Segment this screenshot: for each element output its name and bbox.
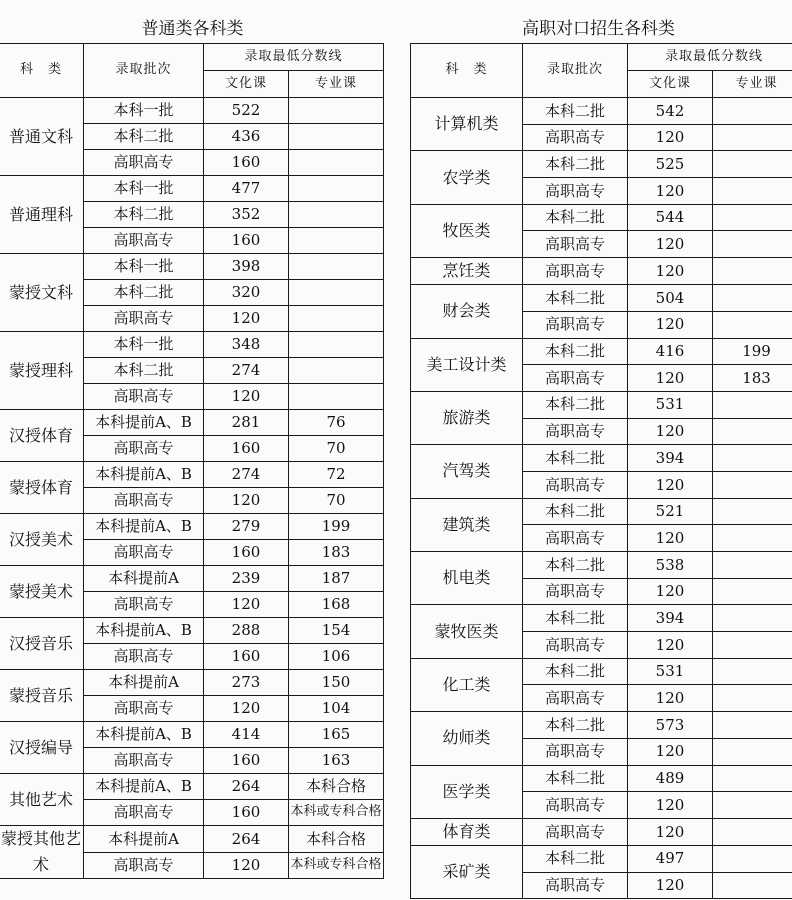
- batch-cell: 高职高专: [523, 124, 628, 151]
- major-score-cell: [713, 445, 792, 472]
- major-score-cell: [713, 552, 792, 579]
- category-cell: 烹饪类: [411, 258, 523, 285]
- batch-cell: 高职高专: [84, 852, 204, 879]
- category-cell: 汉授体育: [0, 410, 84, 462]
- batch-cell: 本科二批: [84, 124, 204, 150]
- category-cell: 旅游类: [411, 391, 523, 444]
- culture-score-cell: 538: [628, 552, 713, 579]
- culture-score-cell: 120: [628, 365, 713, 392]
- category-cell: 其他艺术: [0, 774, 84, 826]
- batch-cell: 本科一批: [84, 254, 204, 280]
- header-min-score: 录取最低分数线: [204, 44, 384, 71]
- culture-score-cell: 120: [628, 418, 713, 445]
- culture-score-cell: 120: [628, 685, 713, 712]
- culture-score-cell: 120: [628, 632, 713, 659]
- table-row: [411, 258, 792, 285]
- category-cell: 蒙授体育: [0, 462, 84, 514]
- table-row: [411, 712, 792, 739]
- culture-score-cell: 531: [628, 658, 713, 685]
- major-score-cell: [713, 151, 792, 178]
- culture-score-cell: 274: [204, 462, 289, 488]
- culture-score-cell: 264: [204, 826, 289, 853]
- culture-score-cell: 160: [204, 228, 289, 254]
- major-score-cell: [289, 98, 384, 124]
- header-batch: 录取批次: [84, 44, 204, 98]
- batch-cell: 本科二批: [523, 712, 628, 739]
- category-cell: 普通理科: [0, 176, 84, 254]
- culture-score-cell: 274: [204, 358, 289, 384]
- batch-cell: 高职高专: [84, 150, 204, 176]
- vocational-category-table: [410, 43, 792, 899]
- table-row: [0, 722, 384, 748]
- header-major: 专业课: [713, 71, 792, 98]
- culture-score-cell: 120: [628, 872, 713, 899]
- culture-score-cell: 436: [204, 124, 289, 150]
- major-score-cell: [713, 258, 792, 285]
- category-cell: 蒙授文科: [0, 254, 84, 332]
- culture-score-cell: 573: [628, 712, 713, 739]
- batch-cell: 本科二批: [523, 98, 628, 125]
- batch-cell: 高职高专: [84, 592, 204, 618]
- culture-score-cell: 348: [204, 332, 289, 358]
- table-row: [411, 338, 792, 365]
- batch-cell: 本科提前A: [84, 670, 204, 696]
- table-row: [0, 332, 384, 358]
- category-cell: 财会类: [411, 285, 523, 338]
- category-cell: 蒙授理科: [0, 332, 84, 410]
- major-score-cell: 70: [289, 488, 384, 514]
- batch-cell: 本科提前A、B: [84, 514, 204, 540]
- table-row: [0, 618, 384, 644]
- major-score-cell: [713, 738, 792, 765]
- culture-score-cell: 120: [628, 258, 713, 285]
- table-row: [411, 151, 792, 178]
- major-score-cell: 72: [289, 462, 384, 488]
- batch-cell: 本科提前A: [84, 566, 204, 592]
- major-score-cell: [289, 384, 384, 410]
- batch-cell: 本科二批: [523, 204, 628, 231]
- batch-cell: 本科提前A、B: [84, 722, 204, 748]
- major-score-cell: [713, 605, 792, 632]
- batch-cell: 高职高专: [84, 306, 204, 332]
- major-score-cell: [713, 285, 792, 312]
- category-cell: 农学类: [411, 151, 523, 204]
- table-row: [411, 605, 792, 632]
- batch-cell: 高职高专: [523, 178, 628, 205]
- category-cell: 蒙牧医类: [411, 605, 523, 658]
- category-cell: 幼师类: [411, 712, 523, 765]
- table-row: [0, 462, 384, 488]
- header-batch: 录取批次: [523, 44, 628, 98]
- category-cell: 建筑类: [411, 498, 523, 551]
- category-cell: 牧医类: [411, 204, 523, 257]
- major-score-cell: [713, 712, 792, 739]
- batch-cell: 高职高专: [523, 738, 628, 765]
- major-score-cell: [289, 332, 384, 358]
- culture-score-cell: 120: [204, 696, 289, 722]
- major-score-cell: [713, 845, 792, 872]
- culture-score-cell: 120: [628, 578, 713, 605]
- major-score-cell: 76: [289, 410, 384, 436]
- batch-cell: 本科二批: [84, 280, 204, 306]
- category-cell: 医学类: [411, 765, 523, 818]
- culture-score-cell: 120: [628, 471, 713, 498]
- batch-cell: 本科二批: [523, 765, 628, 792]
- table-row: [411, 204, 792, 231]
- table-row: [0, 514, 384, 540]
- table-row: [0, 826, 384, 853]
- major-score-cell: 本科或专科合格: [289, 800, 384, 826]
- major-score-cell: [713, 204, 792, 231]
- major-score-cell: [713, 498, 792, 525]
- batch-cell: 本科一批: [84, 176, 204, 202]
- culture-score-cell: 120: [204, 384, 289, 410]
- major-score-cell: [289, 254, 384, 280]
- table-row: [0, 566, 384, 592]
- culture-score-cell: 160: [204, 800, 289, 826]
- category-cell: 机电类: [411, 552, 523, 605]
- culture-score-cell: 120: [628, 818, 713, 845]
- major-score-cell: 199: [713, 338, 792, 365]
- category-cell: 普通文科: [0, 98, 84, 176]
- major-score-cell: [713, 685, 792, 712]
- table-row: [0, 254, 384, 280]
- batch-cell: 高职高专: [84, 696, 204, 722]
- batch-cell: 高职高专: [84, 540, 204, 566]
- batch-cell: 本科二批: [84, 358, 204, 384]
- culture-score-cell: 120: [628, 231, 713, 258]
- major-score-cell: [713, 792, 792, 819]
- major-score-cell: [713, 632, 792, 659]
- batch-cell: 高职高专: [84, 436, 204, 462]
- left-table-body: [0, 98, 384, 879]
- batch-cell: 高职高专: [523, 818, 628, 845]
- culture-score-cell: 489: [628, 765, 713, 792]
- culture-score-cell: 398: [204, 254, 289, 280]
- category-cell: 化工类: [411, 658, 523, 711]
- major-score-cell: 183: [713, 365, 792, 392]
- batch-cell: 本科二批: [523, 658, 628, 685]
- culture-score-cell: 279: [204, 514, 289, 540]
- major-score-cell: 本科合格: [289, 774, 384, 800]
- major-score-cell: [289, 358, 384, 384]
- table-row: [0, 774, 384, 800]
- category-cell: 汉授美术: [0, 514, 84, 566]
- category-cell: 汉授编导: [0, 722, 84, 774]
- major-score-cell: 70: [289, 436, 384, 462]
- culture-score-cell: 414: [204, 722, 289, 748]
- table-row: [411, 285, 792, 312]
- major-score-cell: 104: [289, 696, 384, 722]
- culture-score-cell: 394: [628, 605, 713, 632]
- batch-cell: 高职高专: [523, 365, 628, 392]
- culture-score-cell: 239: [204, 566, 289, 592]
- culture-score-cell: 320: [204, 280, 289, 306]
- major-score-cell: 187: [289, 566, 384, 592]
- batch-cell: 高职高专: [523, 311, 628, 338]
- batch-cell: 本科二批: [523, 498, 628, 525]
- right-table-title: 高职对口招生各科类: [522, 19, 675, 39]
- table-row: [411, 391, 792, 418]
- header-culture: 文化课: [204, 71, 289, 98]
- major-score-cell: 199: [289, 514, 384, 540]
- batch-cell: 高职高专: [84, 228, 204, 254]
- major-score-cell: 183: [289, 540, 384, 566]
- major-score-cell: [713, 311, 792, 338]
- major-score-cell: [713, 418, 792, 445]
- batch-cell: 本科提前A、B: [84, 462, 204, 488]
- culture-score-cell: 120: [628, 525, 713, 552]
- batch-cell: 高职高专: [84, 748, 204, 774]
- table-row: [0, 98, 384, 124]
- batch-cell: 本科二批: [523, 285, 628, 312]
- batch-cell: 高职高专: [523, 525, 628, 552]
- batch-cell: 高职高专: [84, 488, 204, 514]
- culture-score-cell: 120: [204, 592, 289, 618]
- batch-cell: 本科二批: [523, 605, 628, 632]
- major-score-cell: [289, 306, 384, 332]
- culture-score-cell: 477: [204, 176, 289, 202]
- major-score-cell: [713, 818, 792, 845]
- major-score-cell: 106: [289, 644, 384, 670]
- batch-cell: 高职高专: [84, 644, 204, 670]
- culture-score-cell: 281: [204, 410, 289, 436]
- culture-score-cell: 273: [204, 670, 289, 696]
- category-cell: 汽驾类: [411, 445, 523, 498]
- culture-score-cell: 160: [204, 644, 289, 670]
- culture-score-cell: 160: [204, 150, 289, 176]
- table-row: [411, 552, 792, 579]
- batch-cell: 本科二批: [523, 391, 628, 418]
- culture-score-cell: 160: [204, 748, 289, 774]
- batch-cell: 本科提前A、B: [84, 410, 204, 436]
- table-row: [411, 818, 792, 845]
- major-score-cell: [713, 231, 792, 258]
- table-row: [411, 445, 792, 472]
- major-score-cell: 本科合格: [289, 826, 384, 853]
- culture-score-cell: 497: [628, 845, 713, 872]
- culture-score-cell: 120: [628, 792, 713, 819]
- batch-cell: 本科二批: [523, 151, 628, 178]
- batch-cell: 本科二批: [523, 338, 628, 365]
- header-min-score: 录取最低分数线: [628, 44, 792, 71]
- batch-cell: 本科二批: [523, 445, 628, 472]
- major-score-cell: [713, 658, 792, 685]
- major-score-cell: 165: [289, 722, 384, 748]
- culture-score-cell: 288: [204, 618, 289, 644]
- major-score-cell: 本科或专科合格: [289, 852, 384, 879]
- table-row: [411, 845, 792, 872]
- table-row: [0, 410, 384, 436]
- category-cell: 美工设计类: [411, 338, 523, 391]
- culture-score-cell: 522: [204, 98, 289, 124]
- culture-score-cell: 504: [628, 285, 713, 312]
- batch-cell: 本科提前A、B: [84, 618, 204, 644]
- batch-cell: 高职高专: [523, 471, 628, 498]
- batch-cell: 高职高专: [523, 231, 628, 258]
- header-category: 科 类: [411, 44, 523, 98]
- culture-score-cell: 120: [204, 852, 289, 879]
- major-score-cell: [713, 124, 792, 151]
- major-score-cell: [713, 765, 792, 792]
- culture-score-cell: 544: [628, 204, 713, 231]
- culture-score-cell: 531: [628, 391, 713, 418]
- batch-cell: 本科一批: [84, 98, 204, 124]
- batch-cell: 高职高专: [84, 384, 204, 410]
- category-cell: 采矿类: [411, 845, 523, 898]
- batch-cell: 高职高专: [523, 632, 628, 659]
- major-score-cell: [289, 280, 384, 306]
- culture-score-cell: 542: [628, 98, 713, 125]
- header-major: 专业课: [289, 71, 384, 98]
- batch-cell: 高职高专: [523, 258, 628, 285]
- culture-score-cell: 120: [628, 124, 713, 151]
- major-score-cell: [289, 124, 384, 150]
- batch-cell: 本科提前A: [84, 826, 204, 853]
- culture-score-cell: 120: [204, 306, 289, 332]
- category-cell: 蒙授其他艺术: [0, 826, 84, 879]
- category-cell: 体育类: [411, 818, 523, 845]
- category-cell: 蒙授美术: [0, 566, 84, 618]
- batch-cell: 本科二批: [523, 552, 628, 579]
- batch-cell: 高职高专: [523, 418, 628, 445]
- major-score-cell: [713, 872, 792, 899]
- table-row: [411, 98, 792, 125]
- culture-score-cell: 394: [628, 445, 713, 472]
- culture-score-cell: 120: [628, 738, 713, 765]
- major-score-cell: 168: [289, 592, 384, 618]
- category-cell: 蒙授音乐: [0, 670, 84, 722]
- batch-cell: 高职高专: [523, 872, 628, 899]
- header-culture: 文化课: [628, 71, 713, 98]
- left-table-title: 普通类各科类: [141, 19, 244, 39]
- major-score-cell: 150: [289, 670, 384, 696]
- batch-cell: 本科二批: [84, 202, 204, 228]
- major-score-cell: [289, 228, 384, 254]
- batch-cell: 高职高专: [523, 578, 628, 605]
- culture-score-cell: 416: [628, 338, 713, 365]
- culture-score-cell: 160: [204, 436, 289, 462]
- culture-score-cell: 352: [204, 202, 289, 228]
- major-score-cell: [713, 525, 792, 552]
- table-row: [411, 658, 792, 685]
- batch-cell: 本科一批: [84, 332, 204, 358]
- culture-score-cell: 120: [204, 488, 289, 514]
- culture-score-cell: 525: [628, 151, 713, 178]
- major-score-cell: [713, 98, 792, 125]
- major-score-cell: [289, 202, 384, 228]
- table-row: [411, 498, 792, 525]
- header-category: 科 类: [0, 44, 84, 98]
- batch-cell: 本科提前A、B: [84, 774, 204, 800]
- table-row: [0, 176, 384, 202]
- major-score-cell: [713, 578, 792, 605]
- major-score-cell: [713, 471, 792, 498]
- batch-cell: 本科二批: [523, 845, 628, 872]
- table-row: [411, 765, 792, 792]
- major-score-cell: [713, 178, 792, 205]
- batch-cell: 高职高专: [523, 685, 628, 712]
- major-score-cell: [289, 176, 384, 202]
- culture-score-cell: 264: [204, 774, 289, 800]
- culture-score-cell: 160: [204, 540, 289, 566]
- table-row: [0, 670, 384, 696]
- category-cell: 计算机类: [411, 98, 523, 151]
- culture-score-cell: 120: [628, 178, 713, 205]
- batch-cell: 高职高专: [84, 800, 204, 826]
- major-score-cell: [289, 150, 384, 176]
- major-score-cell: 163: [289, 748, 384, 774]
- category-cell: 汉授音乐: [0, 618, 84, 670]
- batch-cell: 高职高专: [523, 792, 628, 819]
- culture-score-cell: 521: [628, 498, 713, 525]
- culture-score-cell: 120: [628, 311, 713, 338]
- general-category-table: [0, 43, 384, 879]
- major-score-cell: 154: [289, 618, 384, 644]
- right-table-body: [411, 98, 792, 899]
- major-score-cell: [713, 391, 792, 418]
